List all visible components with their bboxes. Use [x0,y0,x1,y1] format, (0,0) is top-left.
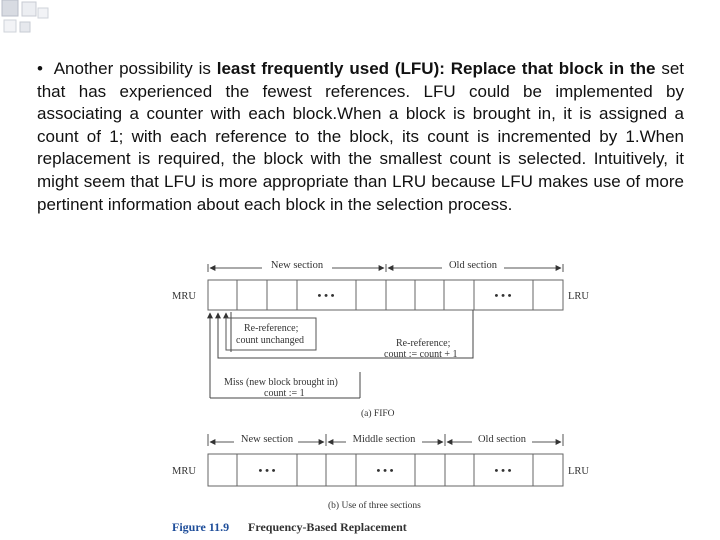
paragraph-rest: set that has experienced the fewest references. LFU could be implemented by associating a counter with each block.When a block is brought in, it is assigned a count of 1; with each reference to the block, its count is incremented by 1.When replacement is required, the block with the smallest count is selected. Intuitively, it might seem that LFU is more appropriate than LRU because LFU makes use of more pertinent information about each block in the selection process. [37,59,685,214]
paragraph-bold: least frequently used (LFU): Replace that block in the [216,59,656,78]
a-old-section-label: Old section [448,260,498,271]
b-old-section-label: Old section [477,434,527,445]
a-reref-inc-2: count := count + 1 [384,349,458,360]
diagram-a [172,260,589,419]
figure-label: Figure 11.9 [172,520,230,534]
diagram-b [172,434,589,511]
a-dots-2: • • • [494,290,512,302]
a-reref-inc-1: Re-reference; [396,338,451,349]
b-caption: (b) Use of three sections [328,501,421,511]
a-reref-unchanged-2: count unchanged [236,335,305,346]
b-mru-label: MRU [172,466,196,477]
b-dots-2: • • • [376,465,394,477]
a-new-section-label: New section [270,260,324,271]
a-reref-unchanged-1: Re-reference; [244,323,299,334]
a-lru-label: LRU [568,291,589,302]
b-dots-3: • • • [494,465,512,477]
b-new-section-label: New section [240,434,294,445]
bullet: • [37,59,43,78]
b-lru-label: LRU [568,466,589,477]
a-miss-1: Miss (new block brought in) [224,377,338,388]
a-mru-label: MRU [172,291,196,302]
a-miss-2: count := 1 [264,388,305,399]
paragraph-lead: Another possibility is [53,59,217,78]
figure-title: Frequency-Based Replacement [248,520,407,534]
b-middle-section-label: Middle section [352,434,416,445]
a-caption: (a) FIFO [361,409,395,419]
a-dots-1: • • • [317,290,335,302]
b-dots-1: • • • [258,465,276,477]
